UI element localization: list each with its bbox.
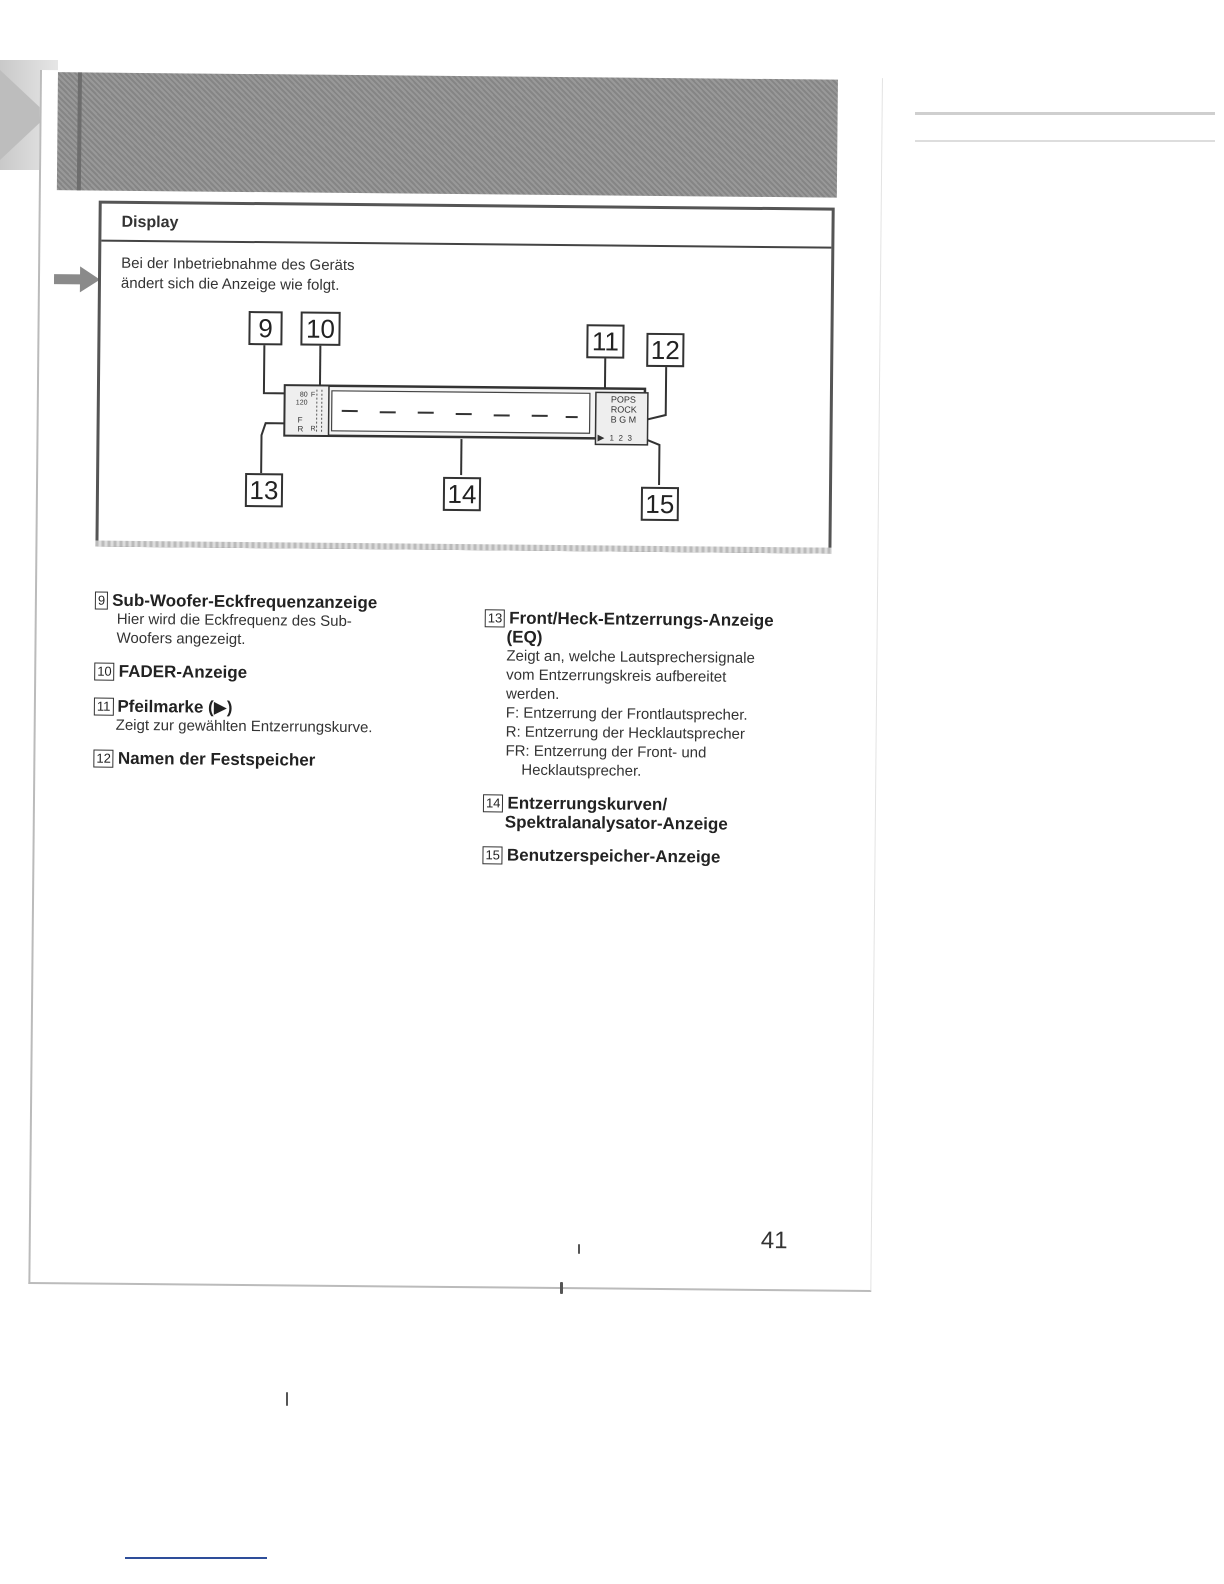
intro-line: ändert sich die Anzeige wie folgt. — [120, 274, 340, 294]
callout-15: 15 — [641, 487, 679, 521]
section-marker-arrow-icon — [54, 266, 100, 292]
scan-speck — [578, 1244, 580, 1254]
legend-num: 12 — [93, 750, 114, 768]
lcd-fader-r: R — [310, 425, 316, 433]
legend-item-14 — [483, 793, 813, 834]
legend-item-12 — [93, 749, 423, 771]
callout-9: 9 — [248, 311, 282, 345]
section-title: Display — [121, 213, 179, 232]
legend-title: Pfeilmarke (▶) — [117, 696, 233, 717]
legend-item-15 — [482, 845, 812, 867]
legend-item-13 — [483, 608, 815, 782]
callout-10: 10 — [300, 312, 340, 346]
lcd-fader-f: F — [310, 391, 316, 399]
legend-num: 10 — [94, 663, 115, 681]
legend-body-line: Hier wird die Eckfrequenz des Sub- — [116, 610, 352, 631]
intro-line: Bei der Inbetriebnahme des Geräts — [121, 254, 355, 275]
legend-body-line: R: Entzerrung der Hecklautsprecher — [505, 723, 746, 743]
legend-num: 9 — [95, 592, 108, 610]
legend-item-10 — [94, 662, 424, 684]
legend-title: Entzerrungskurven/ — [507, 793, 668, 815]
legend-body-line: Hecklautsprecher. — [521, 761, 642, 780]
lcd-preset-pops: POPS — [610, 394, 636, 405]
lcd-eq-f: F — [297, 415, 303, 425]
manual-page — [28, 70, 883, 1292]
legend-num: 13 — [485, 609, 506, 627]
legend-title-line2: (EQ) — [506, 627, 543, 647]
header-band — [57, 72, 838, 197]
lcd-arrow-icon: ▶ — [597, 432, 605, 443]
legend-item-9 — [94, 591, 425, 651]
legend-body-line: Woofers angezeigt. — [116, 629, 246, 648]
legend-num: 15 — [482, 846, 503, 864]
legend-title: FADER-Anzeige — [118, 661, 248, 683]
legend-title: Front/Heck-Entzerrungs-Anzeige — [509, 608, 774, 631]
legend-right-column — [482, 608, 814, 867]
callout-12: 12 — [646, 333, 684, 367]
callout-13: 13 — [245, 473, 283, 507]
scan-speck — [286, 1392, 288, 1406]
legend-body-line: werden. — [505, 685, 560, 704]
lcd-sub-freq-120: 120 — [295, 399, 308, 407]
lcd-panel — [284, 385, 648, 444]
callout-14: 14 — [443, 477, 481, 511]
legend-title: Benutzerspeicher-Anzeige — [506, 845, 721, 867]
legend-title: Namen der Festspeicher — [117, 748, 316, 770]
legend-body-line: FR: Entzerrung der Front- und — [505, 742, 707, 762]
legend-body-line: Zeigt an, welche Lautsprechersignale — [506, 647, 755, 667]
scan-speck — [560, 1282, 563, 1294]
lcd-eq-r: R — [297, 424, 304, 434]
legend-num: 11 — [94, 698, 114, 716]
legend-num: 14 — [483, 794, 504, 812]
legend-title: Sub-Woofer-Eckfrequenzanzeige — [112, 590, 378, 613]
legend-left-column — [93, 591, 425, 771]
page-number: 41 — [760, 1226, 788, 1255]
lcd-sub-freq-80: 80 — [299, 391, 308, 399]
adjacent-page-edge-2 — [915, 140, 1215, 142]
lcd-user-mem-3: 3 — [627, 433, 632, 443]
footer-rule — [125, 1557, 267, 1559]
lcd-user-mem-2: 2 — [618, 433, 623, 443]
legend-body-line: Zeigt zur gewählten Entzerrungskurve. — [115, 716, 373, 737]
legend-item-11 — [94, 697, 424, 738]
lcd-user-mem-1: 1 — [609, 433, 614, 443]
callout-11: 11 — [586, 324, 624, 358]
legend-body-line: F: Entzerrung der Frontlautsprecher. — [505, 704, 748, 724]
adjacent-page-edge — [915, 112, 1215, 115]
display-section-box — [95, 201, 834, 554]
legend-title-line2: Spektralanalysator-Anzeige — [504, 812, 728, 834]
lcd-preset-bgm: B G M — [610, 414, 637, 425]
lcd-preset-rock: ROCK — [610, 404, 637, 415]
legend-body-line: vom Entzerrungskreis aufbereitet — [506, 666, 727, 686]
